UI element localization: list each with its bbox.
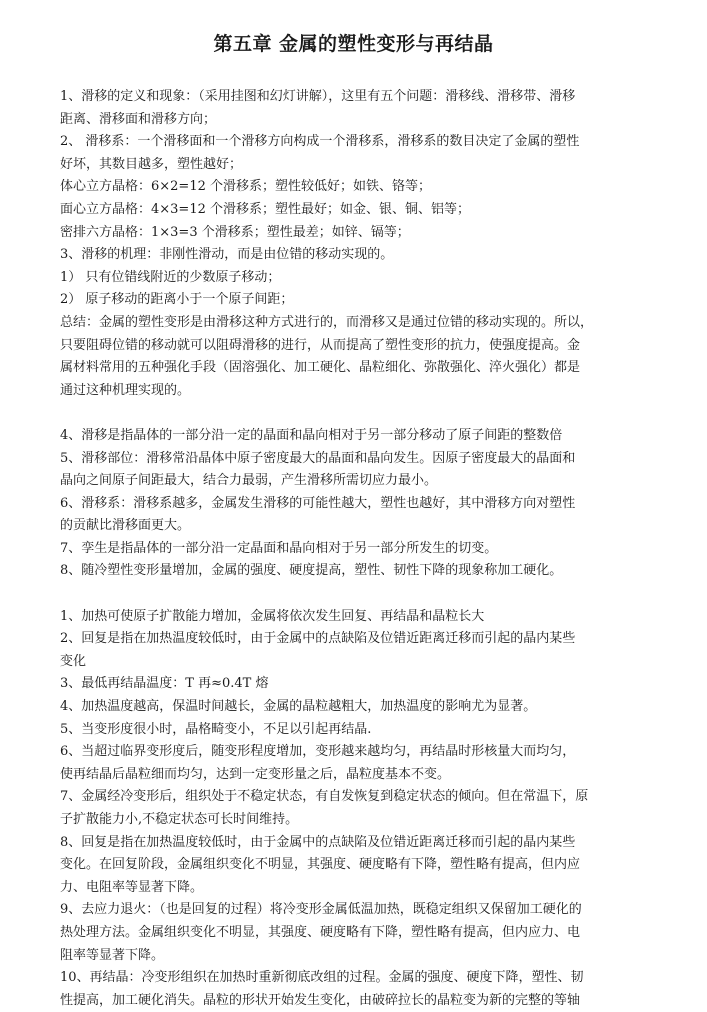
text-line: 总结：金属的塑性变形是由滑移这种方式进行的，而滑移又是通过位错的移动实现的。所以，: [60, 314, 594, 330]
text-line: 8、回复是指在加热温度较低时，由于金属中的点缺陷及位错近距离迁移而引起的晶内某些: [60, 834, 576, 850]
text-line: 6、当超过临界变形度后，随变形程度增加，变形越来越均匀，再结晶时形核量大而均匀，: [60, 744, 576, 760]
document-body: [60, 86, 648, 1012]
text-line: 4、滑移是指晶体的一部分沿一定的晶面和晶向相对于另一部分移动了原子间距的整数倍: [60, 427, 563, 443]
text-line: 5、滑移部位：滑移常沿晶体中原子密度最大的晶面和晶向发生。因原子密度最大的晶面和: [60, 450, 576, 466]
paragraph-gap: [60, 583, 648, 606]
text-line: 1） 只有位错线附近的少数原子移动；: [60, 269, 281, 285]
text-line: 使再结晶后晶粒细而均匀，达到一定变形量之后，晶粒度基本不变。: [60, 766, 451, 782]
text-line: 9、去应力退火：（也是回复的过程）将冷变形金属低温加热，既稳定组织又保留加工硬化的: [60, 902, 582, 918]
text-line: 2） 原子移动的距离小于一个原子间距；: [60, 292, 294, 308]
text-line: 变化: [60, 653, 87, 669]
text-line: 体心立方晶格：6×2=12 个滑移系；塑性较低好；如铁、铬等；: [60, 179, 432, 195]
text-line: 5、当变形度很小时，晶格畸变小，不足以引起再结晶.: [60, 721, 372, 737]
text-line: 1、加热可使原子扩散能力增加，金属将依次发生回复、再结晶和晶粒长大: [60, 608, 485, 624]
text-line: 距离、滑移面和滑移方向；: [60, 111, 217, 127]
text-line: 热处理方法。金属组织变化不明显，其强度、硬度略有下降，塑性略有提高，但内应力、电: [60, 924, 581, 940]
text-line: 6、滑移系：滑移系越多，金属发生滑移的可能性越大，塑性也越好，其中滑移方向对塑性: [60, 495, 576, 511]
text-line: 变化。在回复阶段，金属组织变化不明显，其强度、硬度略有下降，塑性略有提高，但内应: [60, 857, 581, 873]
text-line: 密排六方晶格：1×3=3 个滑移系；塑性最差；如锌、镉等；: [60, 224, 410, 240]
text-line: 7、金属经冷变形后，组织处于不稳定状态，有自发恢复到稳定状态的倾向。但在常温下，原: [60, 789, 589, 805]
paragraph-gap: [60, 402, 648, 425]
text-line: 7、孪生是指晶体的一部分沿一定晶面和晶向相对于另一部分所发生的切变。: [60, 540, 498, 556]
text-line: 3、滑移的机理：非刚性滑动，而是由位错的移动实现的。: [60, 247, 394, 263]
text-line: 4、加热温度越高，保温时间越长，金属的晶粒越粗大，加热温度的影响尤为显著。: [60, 699, 537, 715]
text-line: 好坏，其数目越多，塑性越好；: [60, 156, 243, 172]
text-line: 只要阻碍位错的移动就可以阻碍滑移的进行，从而提高了塑性变形的抗力，使强度提高。金: [60, 337, 581, 353]
text-line: 2、回复是指在加热温度较低时，由于金属中的点缺陷及位错近距离迁移而引起的晶内某些: [60, 631, 576, 647]
text-line: 3、最低再结晶温度：T 再≈0.4T 熔: [60, 676, 269, 692]
text-line: 阻率等显著下降。: [60, 947, 165, 963]
text-line: 8、随冷塑性变形量增加，金属的强度、硬度提高，塑性、韧性下降的现象称加工硬化。: [60, 563, 563, 579]
text-line: 10、再结晶：冷变形组织在加热时重新彻底改组的过程。金属的强度、硬度下降，塑性、韧: [60, 970, 584, 986]
text-line: 2、 滑移系：一个滑移面和一个滑移方向构成一个滑移系，滑移系的数目决定了金属的塑性: [60, 134, 580, 150]
text-line: 1、滑移的定义和现象：（采用挂图和幻灯讲解），这里有五个问题：滑移线、滑移带、滑移: [60, 89, 576, 104]
text-line: 性提高，加工硬化消失。晶粒的形状开始发生变化，由破碎拉长的晶粒变为新的完整的等轴: [60, 992, 581, 1008]
text-line: 晶向之间原子间距最大，结合力最弱，产生滑移所需切应力最小。: [60, 473, 438, 489]
text-line: 属材料常用的五种强化手段（固溶强化、加工硬化、晶粒细化、弥散强化、淬火强化）都是: [60, 360, 581, 376]
text-line: 子扩散能力小,不稳定状态可长时间维持。: [60, 812, 299, 827]
chapter-title: 第五章 金属的塑性变形与再结晶: [213, 33, 494, 55]
text-line: 力、电阻率等显著下降。: [60, 879, 204, 895]
text-line: 通过这种机理实现的。: [60, 382, 191, 398]
text-line: 面心立方晶格：4×3=12 个滑移系；塑性最好；如金、银、铜、铝等；: [60, 201, 471, 217]
text-line: 的贡献比滑移面更大。: [60, 518, 191, 534]
